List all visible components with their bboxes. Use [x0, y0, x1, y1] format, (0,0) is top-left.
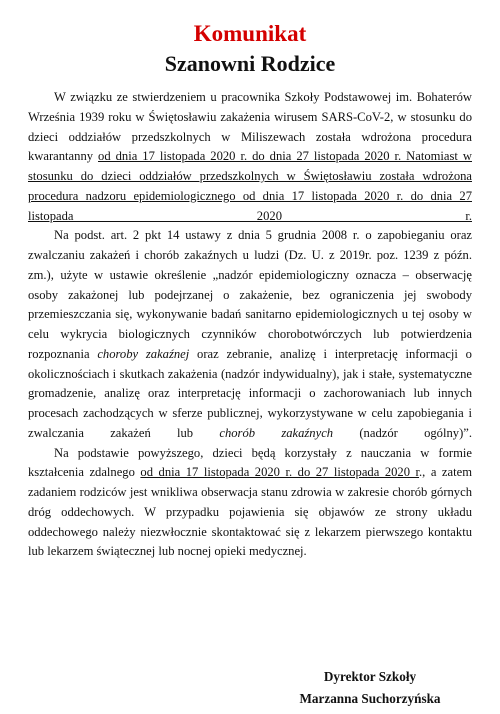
paragraph-2-text-c: (nadzór ogólny)”.: [333, 425, 473, 440]
paragraph-2-text-a: Na podst. art. 2 pkt 14 ustawy z dnia 5 grudnia 2008 r. o zapobieganiu oraz zwalczaniu zakażeń i chorób zakaźnych u ludzi (Dz. U. z 2019r. poz. 1239 z późn. zm.), użyte w ustawie określenie „nadzór epidemiologiczny oznacza – obserwację osoby zakażonej lub podejrzanej o zakażenie, bez ograniczenia jej swobody przemieszczania się, wykonywanie badań sanitarno epidemiologicznych u tej osoby w celu wykrycia biologicznych czynników chorobotwórczych lub potwierdzenia rozpoznania: [28, 228, 472, 361]
document-title: Komunikat: [193, 21, 307, 46]
paragraph-1-text: W związku ze stwierdzeniem u pracownika Szkoły Podstawowej im. Bohaterów Września 1939 roku w Świętosławiu zakażenia wirusem SARS-CoV-2, w stosunku do dzieci oddziałów przedszkolnych w Miliszewach została wdrożona procedura kwarantanny: [28, 90, 472, 164]
paragraph-2-italic-a: choroby zakaźnej: [97, 346, 190, 361]
document-body: [28, 88, 472, 562]
paragraph-3-text-a: Na podstawie powyższego, dzieci będą korzystały z nauczania w formie kształcenia zdalnego: [28, 445, 472, 480]
signature-role: Dyrektor Szkoły: [323, 669, 417, 684]
paragraph-2-text-b: oraz zebranie, analizę i interpretację informacji o okolicznościach i skutkach zakażenia (nadzór indywidualny), jak i stałe, systematyczne gromadzenie, analizę oraz interpretację informacji o zachorowaniach lub innych procesach zachodzących w sferze publicznej, wykorzystywane w celu zapobiegania i zwalczania zakażeń lub: [28, 346, 472, 440]
paragraph-remote-learning: [28, 444, 472, 563]
paragraph-legal-basis: [28, 226, 472, 443]
paragraph-3-text-b: ., a zatem zadaniem rodziców jest wnikliwa obserwacja stanu zdrowia w zakresie chorób górnych dróg oddechowych. W przypadku pojawienia się objawów ze strony układu oddechowego należy niezwłocznie skontaktować się z lekarzem pierwszego kontaktu lub lekarzem świątecznej lub nocnej opieki medycznej.: [28, 465, 472, 559]
paragraph-quarantine: [28, 88, 472, 226]
signature-name: Marzanna Suchorzyńska: [299, 691, 441, 706]
paragraph-3-underlined-dates: od dnia 17 listopada 2020 r. do 27 listopada 2020 r: [140, 465, 420, 480]
document-subtitle: Szanowni Rodzice: [164, 51, 336, 76]
paragraph-2-italic-b: chorób zakaźnych: [219, 425, 334, 440]
paragraph-1-underlined-dates: od dnia 17 listopada 2020 r. do dnia 27 listopada 2020 r. Natomiast w stosunku do dzieci oddziałów przedszkolnych w Świętosławiu została wdrożona procedura nadzoru epidemiologicznego od dnia 17 listopada 2020 r. do dnia 27 listopada 2020 r.: [28, 149, 472, 223]
